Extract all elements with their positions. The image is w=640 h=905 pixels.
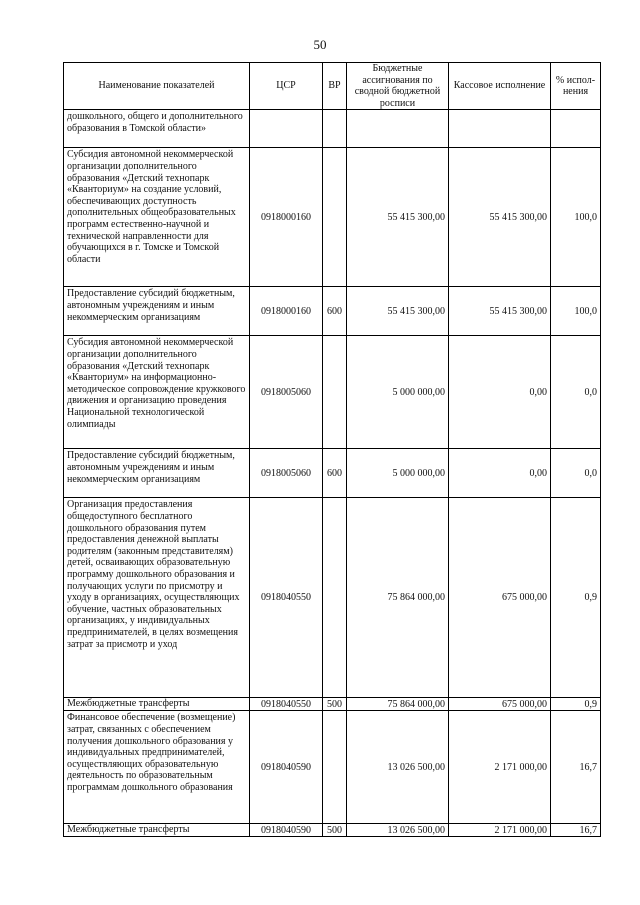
cell-name: Межбюджетные трансферты bbox=[64, 824, 250, 837]
cell-pct: 0,0 bbox=[551, 449, 601, 498]
cell-pct: 0,0 bbox=[551, 336, 601, 449]
cell-pct: 16,7 bbox=[551, 711, 601, 824]
cell-pct: 0,9 bbox=[551, 698, 601, 711]
cell-name: Финансовое обеспечение (возмещение) затрат, связанных с обеспечением получения дошкольного образования у индивидуальных предпринимателей, осуществляющих образовательную деятельность по образовательным программам дошкольного образования bbox=[64, 711, 250, 824]
cell-budget bbox=[347, 110, 449, 148]
page-number: 50 bbox=[313, 37, 327, 52]
cell-cash: 55 415 300,00 bbox=[449, 148, 551, 287]
cell-csr bbox=[250, 110, 323, 148]
cell-csr: 0918040590 bbox=[250, 824, 323, 837]
cell-vr: 500 bbox=[323, 824, 347, 837]
header-cash: Кассовое исполнение bbox=[449, 63, 551, 110]
cell-budget: 5 000 000,00 bbox=[347, 449, 449, 498]
cell-budget: 55 415 300,00 bbox=[347, 287, 449, 336]
cell-cash: 0,00 bbox=[449, 336, 551, 449]
cell-vr bbox=[323, 110, 347, 148]
cell-vr bbox=[323, 711, 347, 824]
cell-name: Предоставление субсидий бюджетным, автономным учреждениям и иным некоммерческим организациям bbox=[64, 449, 250, 498]
cell-vr bbox=[323, 148, 347, 287]
cell-csr: 0918000160 bbox=[250, 287, 323, 336]
cell-csr: 0918005060 bbox=[250, 449, 323, 498]
cell-name: Межбюджетные трансферты bbox=[64, 698, 250, 711]
cell-csr: 0918000160 bbox=[250, 148, 323, 287]
header-name: Наименование показателей bbox=[64, 63, 250, 110]
header-vr: ВР bbox=[323, 63, 347, 110]
cell-name: Организация предоставления общедоступного бесплатного дошкольного образования путем предоставления денежной выплаты родителям (законным представителям) детей, осваивающих образовательную программу дошкольного образования и получающих услуги по присмотру и уходу в организациях, осуществляющих обучение, частных образовательных организациях, у индивидуальных предпринимателей, в целях возмещения затрат за присмотр и уход bbox=[64, 498, 250, 698]
table-row bbox=[64, 336, 601, 449]
cell-cash: 55 415 300,00 bbox=[449, 287, 551, 336]
table-row bbox=[64, 110, 601, 148]
table-row bbox=[64, 711, 601, 824]
cell-budget: 13 026 500,00 bbox=[347, 711, 449, 824]
cell-pct: 16,7 bbox=[551, 824, 601, 837]
cell-cash: 0,00 bbox=[449, 449, 551, 498]
table-row bbox=[64, 449, 601, 498]
header-budget: Бюджетные ассигнования по сводной бюджетной росписи bbox=[347, 63, 449, 110]
cell-csr: 0918040550 bbox=[250, 698, 323, 711]
cell-budget: 75 864 000,00 bbox=[347, 698, 449, 711]
cell-cash bbox=[449, 110, 551, 148]
budget-execution-table bbox=[63, 62, 601, 837]
cell-cash: 675 000,00 bbox=[449, 498, 551, 698]
cell-pct: 100,0 bbox=[551, 148, 601, 287]
cell-vr bbox=[323, 498, 347, 698]
cell-budget: 55 415 300,00 bbox=[347, 148, 449, 287]
cell-pct: 100,0 bbox=[551, 287, 601, 336]
cell-name: Субсидия автономной некоммерческой организации дополнительного образования «Детский технопарк «Кванториум» на создание условий, обеспечивающих доступность дополнительных общеобразовательных программ естественно-научной и технической направленности для обучающихся в г. Томске и Томской области bbox=[64, 148, 250, 287]
cell-pct bbox=[551, 110, 601, 148]
table-row bbox=[64, 698, 601, 711]
cell-cash: 2 171 000,00 bbox=[449, 824, 551, 837]
cell-vr: 600 bbox=[323, 449, 347, 498]
cell-cash: 675 000,00 bbox=[449, 698, 551, 711]
cell-cash: 2 171 000,00 bbox=[449, 711, 551, 824]
cell-csr: 0918040590 bbox=[250, 711, 323, 824]
cell-vr bbox=[323, 336, 347, 449]
cell-pct: 0,9 bbox=[551, 498, 601, 698]
header-pct: % испол-нения bbox=[551, 63, 601, 110]
cell-budget: 13 026 500,00 bbox=[347, 824, 449, 837]
cell-csr: 0918005060 bbox=[250, 336, 323, 449]
cell-vr: 600 bbox=[323, 287, 347, 336]
header-csr: ЦСР bbox=[250, 63, 323, 110]
table-row bbox=[64, 148, 601, 287]
cell-vr: 500 bbox=[323, 698, 347, 711]
cell-name: дошкольного, общего и дополнительного образования в Томской области» bbox=[64, 110, 250, 148]
table-row bbox=[64, 287, 601, 336]
table-row bbox=[64, 498, 601, 698]
cell-budget: 5 000 000,00 bbox=[347, 336, 449, 449]
table-row bbox=[64, 824, 601, 837]
cell-budget: 75 864 000,00 bbox=[347, 498, 449, 698]
cell-name: Предоставление субсидий бюджетным, автономным учреждениям и иным некоммерческим организациям bbox=[64, 287, 250, 336]
cell-name: Субсидия автономной некоммерческой организации дополнительного образования «Детский технопарк «Кванториум» на информационно-методическое сопровождение кружкового движения и организацию проведения Национальной технологической олимпиады bbox=[64, 336, 250, 449]
cell-csr: 0918040550 bbox=[250, 498, 323, 698]
table-header-row bbox=[64, 63, 601, 110]
